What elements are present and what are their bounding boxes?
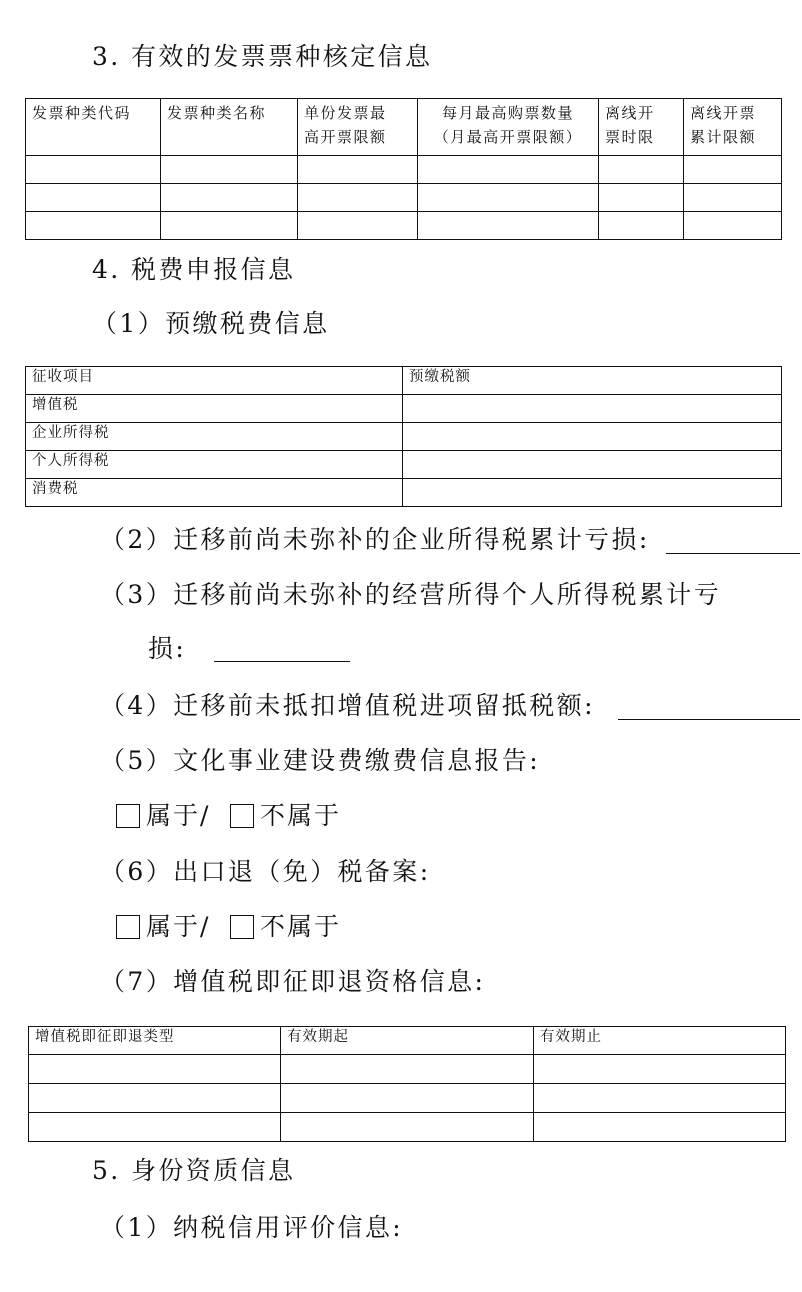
table-cell[interactable] (684, 212, 782, 240)
table-row (26, 423, 782, 451)
cultural-fee-belongs-checkbox[interactable] (116, 804, 140, 828)
header-cell: 有效期止 (534, 1027, 786, 1055)
export-refund-not-belongs-label: 不属于 (260, 912, 342, 941)
tax-item-cell: 消费税 (26, 479, 403, 507)
export-refund-belongs-label: 属于/ (146, 912, 211, 941)
tax-item-cell: 个人所得税 (26, 451, 403, 479)
table-header-row (29, 1027, 786, 1055)
header-cell: 预缴税额 (403, 367, 782, 395)
table-row (26, 479, 782, 507)
export-refund-not-belongs-checkbox[interactable] (230, 915, 254, 939)
export-refund-belongs-checkbox[interactable] (116, 915, 140, 939)
cultural-fee-label: （5）文化事业建设费缴费信息报告: (100, 746, 541, 775)
cultural-fee-not-belongs-checkbox[interactable] (230, 804, 254, 828)
vat-refund-qualification-table (28, 1026, 786, 1142)
header-cell: 增值税即征即退类型 (29, 1027, 281, 1055)
invoice-type-table (25, 98, 782, 240)
table-cell[interactable] (534, 1084, 786, 1113)
table-cell[interactable] (684, 156, 782, 184)
header-cell: 发票种类代码 (26, 99, 161, 156)
table-cell[interactable] (281, 1055, 534, 1084)
section-5-1-title: （1）纳税信用评价信息: (100, 1213, 404, 1242)
export-refund-label: （6）出口退（免）税备案: (100, 857, 431, 886)
tax-item-cell: 增值税 (26, 395, 403, 423)
amount-cell[interactable] (403, 479, 782, 507)
accumulated-loss-iit-label-cont: 损: (148, 634, 187, 663)
amount-cell[interactable] (403, 423, 782, 451)
header-cell: 发票种类名称 (161, 99, 298, 156)
cultural-fee-belongs-label: 属于/ (146, 801, 211, 830)
table-cell[interactable] (29, 1055, 281, 1084)
table-cell[interactable] (281, 1084, 534, 1113)
table-cell[interactable] (298, 184, 418, 212)
header-cell: 单份发票最 高开票限额 (298, 99, 418, 156)
table-cell[interactable] (26, 212, 161, 240)
section-4-1-title: （1）预缴税费信息 (92, 309, 330, 338)
table-cell[interactable] (161, 212, 298, 240)
amount-cell[interactable] (403, 395, 782, 423)
table-cell[interactable] (298, 212, 418, 240)
table-row (29, 1113, 786, 1142)
accumulated-loss-cit-label: （2）迁移前尚未弥补的企业所得税累计亏损: (100, 525, 650, 554)
section-3-title: 3. 有效的发票票种核定信息 (92, 42, 433, 71)
table-row (26, 212, 782, 240)
header-cell: 离线开票 累计限额 (684, 99, 782, 156)
header-cell: 每月最高购票数量 （月最高开票限额） (418, 99, 599, 156)
header-cell: 离线开 票时限 (599, 99, 684, 156)
table-cell[interactable] (29, 1084, 281, 1113)
table-header-row (26, 367, 782, 395)
table-cell[interactable] (161, 156, 298, 184)
vat-credit-blank[interactable] (618, 719, 800, 720)
amount-cell[interactable] (403, 451, 782, 479)
table-row (26, 156, 782, 184)
section-5-title: 5. 身份资质信息 (92, 1156, 296, 1185)
table-cell[interactable] (418, 156, 599, 184)
table-cell[interactable] (26, 184, 161, 212)
header-cell: 有效期起 (281, 1027, 534, 1055)
accumulated-loss-iit-blank[interactable] (214, 661, 350, 662)
accumulated-loss-iit-label: （3）迁移前尚未弥补的经营所得个人所得税累计亏 (100, 580, 722, 609)
header-cell: 征收项目 (26, 367, 403, 395)
table-row (29, 1055, 786, 1084)
table-cell[interactable] (599, 184, 684, 212)
table-cell[interactable] (599, 212, 684, 240)
table-cell[interactable] (599, 156, 684, 184)
table-cell[interactable] (534, 1055, 786, 1084)
prepaid-tax-table (25, 366, 782, 507)
table-row (26, 395, 782, 423)
table-row (26, 451, 782, 479)
table-cell[interactable] (281, 1113, 534, 1142)
tax-item-cell: 企业所得税 (26, 423, 403, 451)
section-4-title: 4. 税费申报信息 (92, 255, 296, 284)
vat-credit-label: （4）迁移前未抵扣增值税进项留抵税额: (100, 691, 595, 720)
table-row (29, 1084, 786, 1113)
cultural-fee-not-belongs-label: 不属于 (260, 801, 342, 830)
table-cell[interactable] (418, 184, 599, 212)
table-cell[interactable] (298, 156, 418, 184)
accumulated-loss-cit-blank[interactable] (666, 553, 800, 554)
table-cell[interactable] (26, 156, 161, 184)
table-cell[interactable] (29, 1113, 281, 1142)
table-cell[interactable] (684, 184, 782, 212)
table-cell[interactable] (418, 212, 599, 240)
vat-refund-qualification-label: （7）增值税即征即退资格信息: (100, 967, 486, 996)
table-header-row (26, 99, 782, 156)
table-cell[interactable] (161, 184, 298, 212)
table-cell[interactable] (534, 1113, 786, 1142)
table-row (26, 184, 782, 212)
